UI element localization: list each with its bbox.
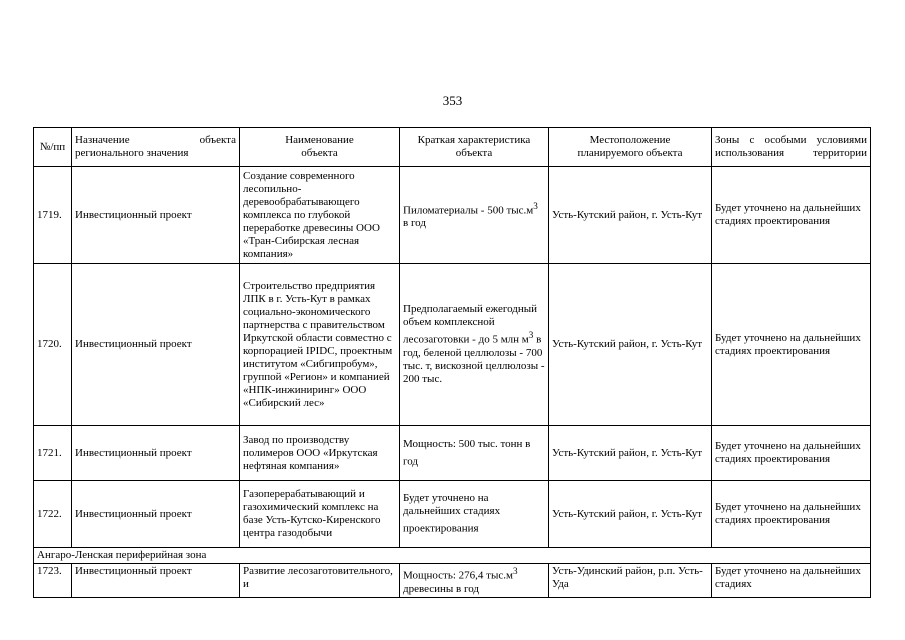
- header-name-line1: Наименование: [285, 134, 354, 146]
- row-brief: [400, 481, 549, 548]
- row-location: Усть-Кутский район, г. Усть-Кут: [549, 426, 712, 481]
- brief-text: Пиломатериалы - 500 тыс.м: [403, 204, 534, 217]
- row-brief: [400, 564, 549, 598]
- row-location: Усть-Кутский район, г. Усть-Кут: [549, 264, 712, 426]
- header-num: №/пп: [34, 128, 72, 167]
- header-location-line2: планируемого объекта: [577, 147, 683, 159]
- section-title: Ангаро-Ленская периферийная зона: [34, 548, 871, 564]
- header-location: [549, 128, 712, 167]
- row-brief: [400, 264, 549, 426]
- row-brief: [400, 426, 549, 481]
- brief-sup: 3: [533, 200, 538, 211]
- header-zones-line1: Зоны с особыми условиями: [715, 134, 867, 146]
- row-num: 1720.: [34, 264, 72, 426]
- row-name: Создание современного лесопильно-деревообрабатывающего комплекса по глубокой переработке древесины ООО «Тран-Сибирская лесная компания»: [240, 167, 400, 264]
- row-purpose: Инвестиционный проект: [72, 264, 240, 426]
- table-row: [34, 481, 871, 548]
- row-brief: [400, 167, 549, 264]
- row-zones: Будет уточнено на дальнейших стадиях проектирования: [712, 264, 871, 426]
- header-zones: [712, 128, 871, 167]
- brief-text-2: древесины в год: [403, 582, 480, 595]
- brief-text: Мощность: 276,4 тыс.м: [403, 569, 513, 582]
- page-number: 353: [442, 93, 463, 108]
- table-row: [34, 167, 871, 264]
- header-purpose: [72, 128, 240, 167]
- row-num: 1722.: [34, 481, 72, 548]
- row-location: Усть-Удинский район, р.п. Усть-Уда: [549, 564, 712, 598]
- row-purpose: Инвестиционный проект: [72, 481, 240, 548]
- row-num: 1719.: [34, 167, 72, 264]
- row-name: Газоперерабатывающий и газохимический комплекс на базе Усть-Кутско-Киренского центра газодобычи: [240, 481, 400, 548]
- brief-sup: 3: [512, 566, 518, 576]
- brief-text-2: в год, беленой целлюлозы - 700 тыс. т, вискозной целлюлозы - 200 тыс.: [403, 333, 545, 385]
- table-row: [34, 264, 871, 426]
- table-row: [34, 564, 871, 598]
- header-purpose-line1: Назначение объекта: [75, 134, 236, 146]
- row-purpose: Инвестиционный проект: [72, 167, 240, 264]
- header-zones-line2: использования территории: [715, 147, 867, 159]
- table-row: [34, 426, 871, 481]
- header-name-line2: объекта: [301, 147, 338, 159]
- header-purpose-line2: регионального значения: [75, 147, 189, 159]
- row-name: Завод по производству полимеров ООО «Иркутская нефтяная компания»: [240, 426, 400, 481]
- row-purpose: Инвестиционный проект: [72, 564, 240, 598]
- table-header-row: [34, 128, 871, 167]
- section-row: [34, 548, 871, 564]
- row-purpose: Инвестиционный проект: [72, 426, 240, 481]
- header-location-line1: Местоположение: [589, 134, 671, 146]
- row-num: 1721.: [34, 426, 72, 481]
- objects-table: [33, 127, 871, 598]
- row-zones: Будет уточнено на дальнейших стадиях проектирования: [712, 481, 871, 548]
- brief-text: Будет уточнено на дальнейших стадиях проектирования: [403, 492, 501, 535]
- brief-sup: 3: [528, 330, 534, 341]
- row-name: Строительство предприятия ЛПК в г. Усть-Кут в рамках социально-экономического партнерства с правительством Иркутской области совместно с корпорацией IPIDC, проектным институтом «Сибгипробум», группой «Регион» и компанией «НПК-инжиниринг» ООО «Сибирский лес»: [240, 264, 400, 426]
- brief-text: Предполагаемый ежегодный объем комплексной лесозаготовки - до 5 млн м: [403, 303, 538, 346]
- row-num: 1723.: [34, 564, 72, 598]
- row-location: Усть-Кутский район, г. Усть-Кут: [549, 167, 712, 264]
- row-name: Развитие лесозаготовительного, и: [240, 564, 400, 598]
- header-name: [240, 128, 400, 167]
- brief-text: Мощность: 500 тыс. тонн в год: [403, 437, 531, 468]
- row-zones: Будет уточнено на дальнейших стадиях: [712, 564, 871, 598]
- brief-text-2: в год: [403, 217, 426, 230]
- row-location: Усть-Кутский район, г. Усть-Кут: [549, 481, 712, 548]
- header-brief: Краткая характеристика объекта: [400, 128, 549, 167]
- row-zones: Будет уточнено на дальнейших стадиях проектирования: [712, 167, 871, 264]
- row-zones: Будет уточнено на дальнейших стадиях проектирования: [712, 426, 871, 481]
